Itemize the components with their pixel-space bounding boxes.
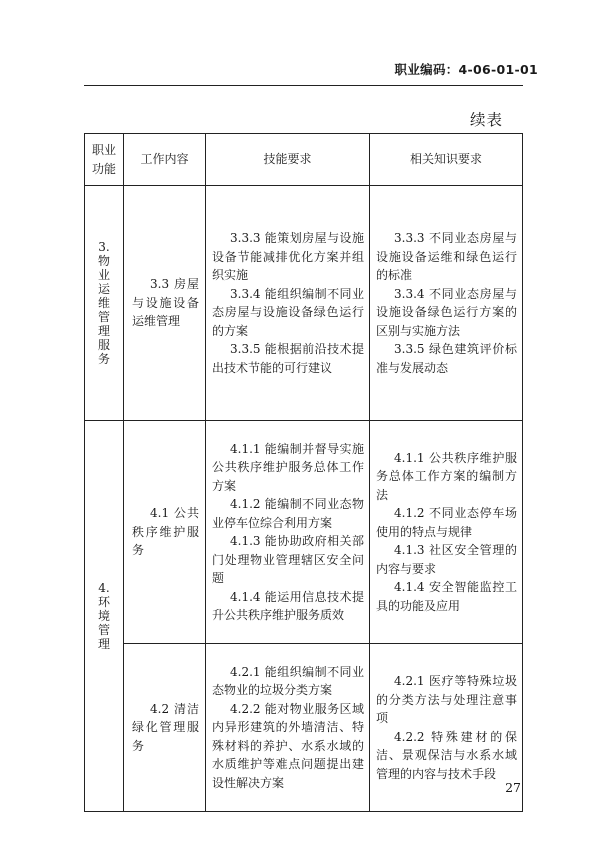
continued-label: 续表 [470, 111, 504, 129]
skill-item: 4.1.1 能编制并督导实施公共秩序维护服务总体工作方案 [212, 441, 364, 493]
skill-item: 4.2.2 能对物业服务区域内异形建筑的外墙清洁、特殊材料的养护、水系水域的水质维护等难点问题提出建设性解决方案 [212, 701, 364, 790]
header-skills: 技能要求 [206, 134, 370, 186]
skill-item: 4.1.4 能运用信息技术提升公共秩序维护服务质效 [212, 589, 364, 622]
knowledge-item: 4.1.3 社区安全管理的内容与要求 [376, 543, 517, 576]
skill-item: 4.1.3 能协助政府相关部门处理物业管理辖区安全问题 [212, 534, 364, 585]
knowledge-cell [370, 421, 523, 644]
skill-item: 4.1.2 能编制不同业态物业停车位综合利用方案 [212, 497, 364, 530]
skills-cell [206, 644, 370, 812]
knowledge-item: 4.1.1 公共秩序维护服务总体工作方案的编制方法 [376, 450, 517, 502]
table-row [85, 421, 523, 644]
skill-item: 4.2.1 能组织编制不同业态物业的垃圾分类方案 [212, 664, 364, 698]
knowledge-item: 3.3.4 不同业态房屋与设施设备绿色运行方案的区别与实施方法 [376, 286, 517, 338]
header-work: 工作内容 [124, 134, 206, 186]
table-row [85, 644, 523, 812]
skills-cell [206, 421, 370, 644]
header-function: 职业功能 [85, 134, 124, 186]
knowledge-item: 4.2.1 医疗等特殊垃圾的分类方法与处理注意事项 [376, 674, 517, 725]
table-row [85, 186, 523, 421]
header-knowledge: 相关知识要求 [370, 134, 523, 186]
knowledge-item: 4.2.2 特殊建材的保洁、景观保洁与水系水域管理的内容与技术手段 [376, 729, 517, 781]
table-header-row [85, 134, 523, 186]
skill-item: 3.3.3 能策划房屋与设施设备节能减排优化方案并组织实施 [212, 231, 364, 282]
knowledge-item: 4.1.2 不同业态停车场使用的特点与规律 [376, 506, 517, 539]
header-rule [84, 85, 523, 86]
function-cell: 3.物业运维管理服务 [85, 186, 124, 421]
competency-table [84, 133, 523, 812]
skill-item: 3.3.4 能组织编制不同业态房屋与设施设备绿色运行的方案 [212, 286, 364, 338]
page-number: 27 [505, 780, 521, 795]
knowledge-item: 3.3.3 不同业态房屋与设施设备运维和绿色运行的标准 [376, 231, 517, 282]
occupation-code: 职业编码：4-06-01-01 [394, 62, 538, 77]
skill-item: 3.3.5 能根据前沿技术提出技术节能的可行建议 [212, 342, 364, 375]
function-cell: 4.环境管理 [85, 421, 124, 812]
work-cell: 3.3 房屋与设施设备运维管理 [124, 186, 206, 421]
work-cell: 4.2 清洁绿化管理服务 [124, 644, 206, 812]
knowledge-cell [370, 186, 523, 421]
work-cell: 4.1 公共秩序维护服务 [124, 421, 206, 644]
knowledge-item: 3.3.5 绿色建筑评价标准与发展动态 [376, 342, 517, 375]
knowledge-item: 4.1.4 安全智能监控工具的功能及应用 [376, 580, 517, 613]
skills-cell [206, 186, 370, 421]
